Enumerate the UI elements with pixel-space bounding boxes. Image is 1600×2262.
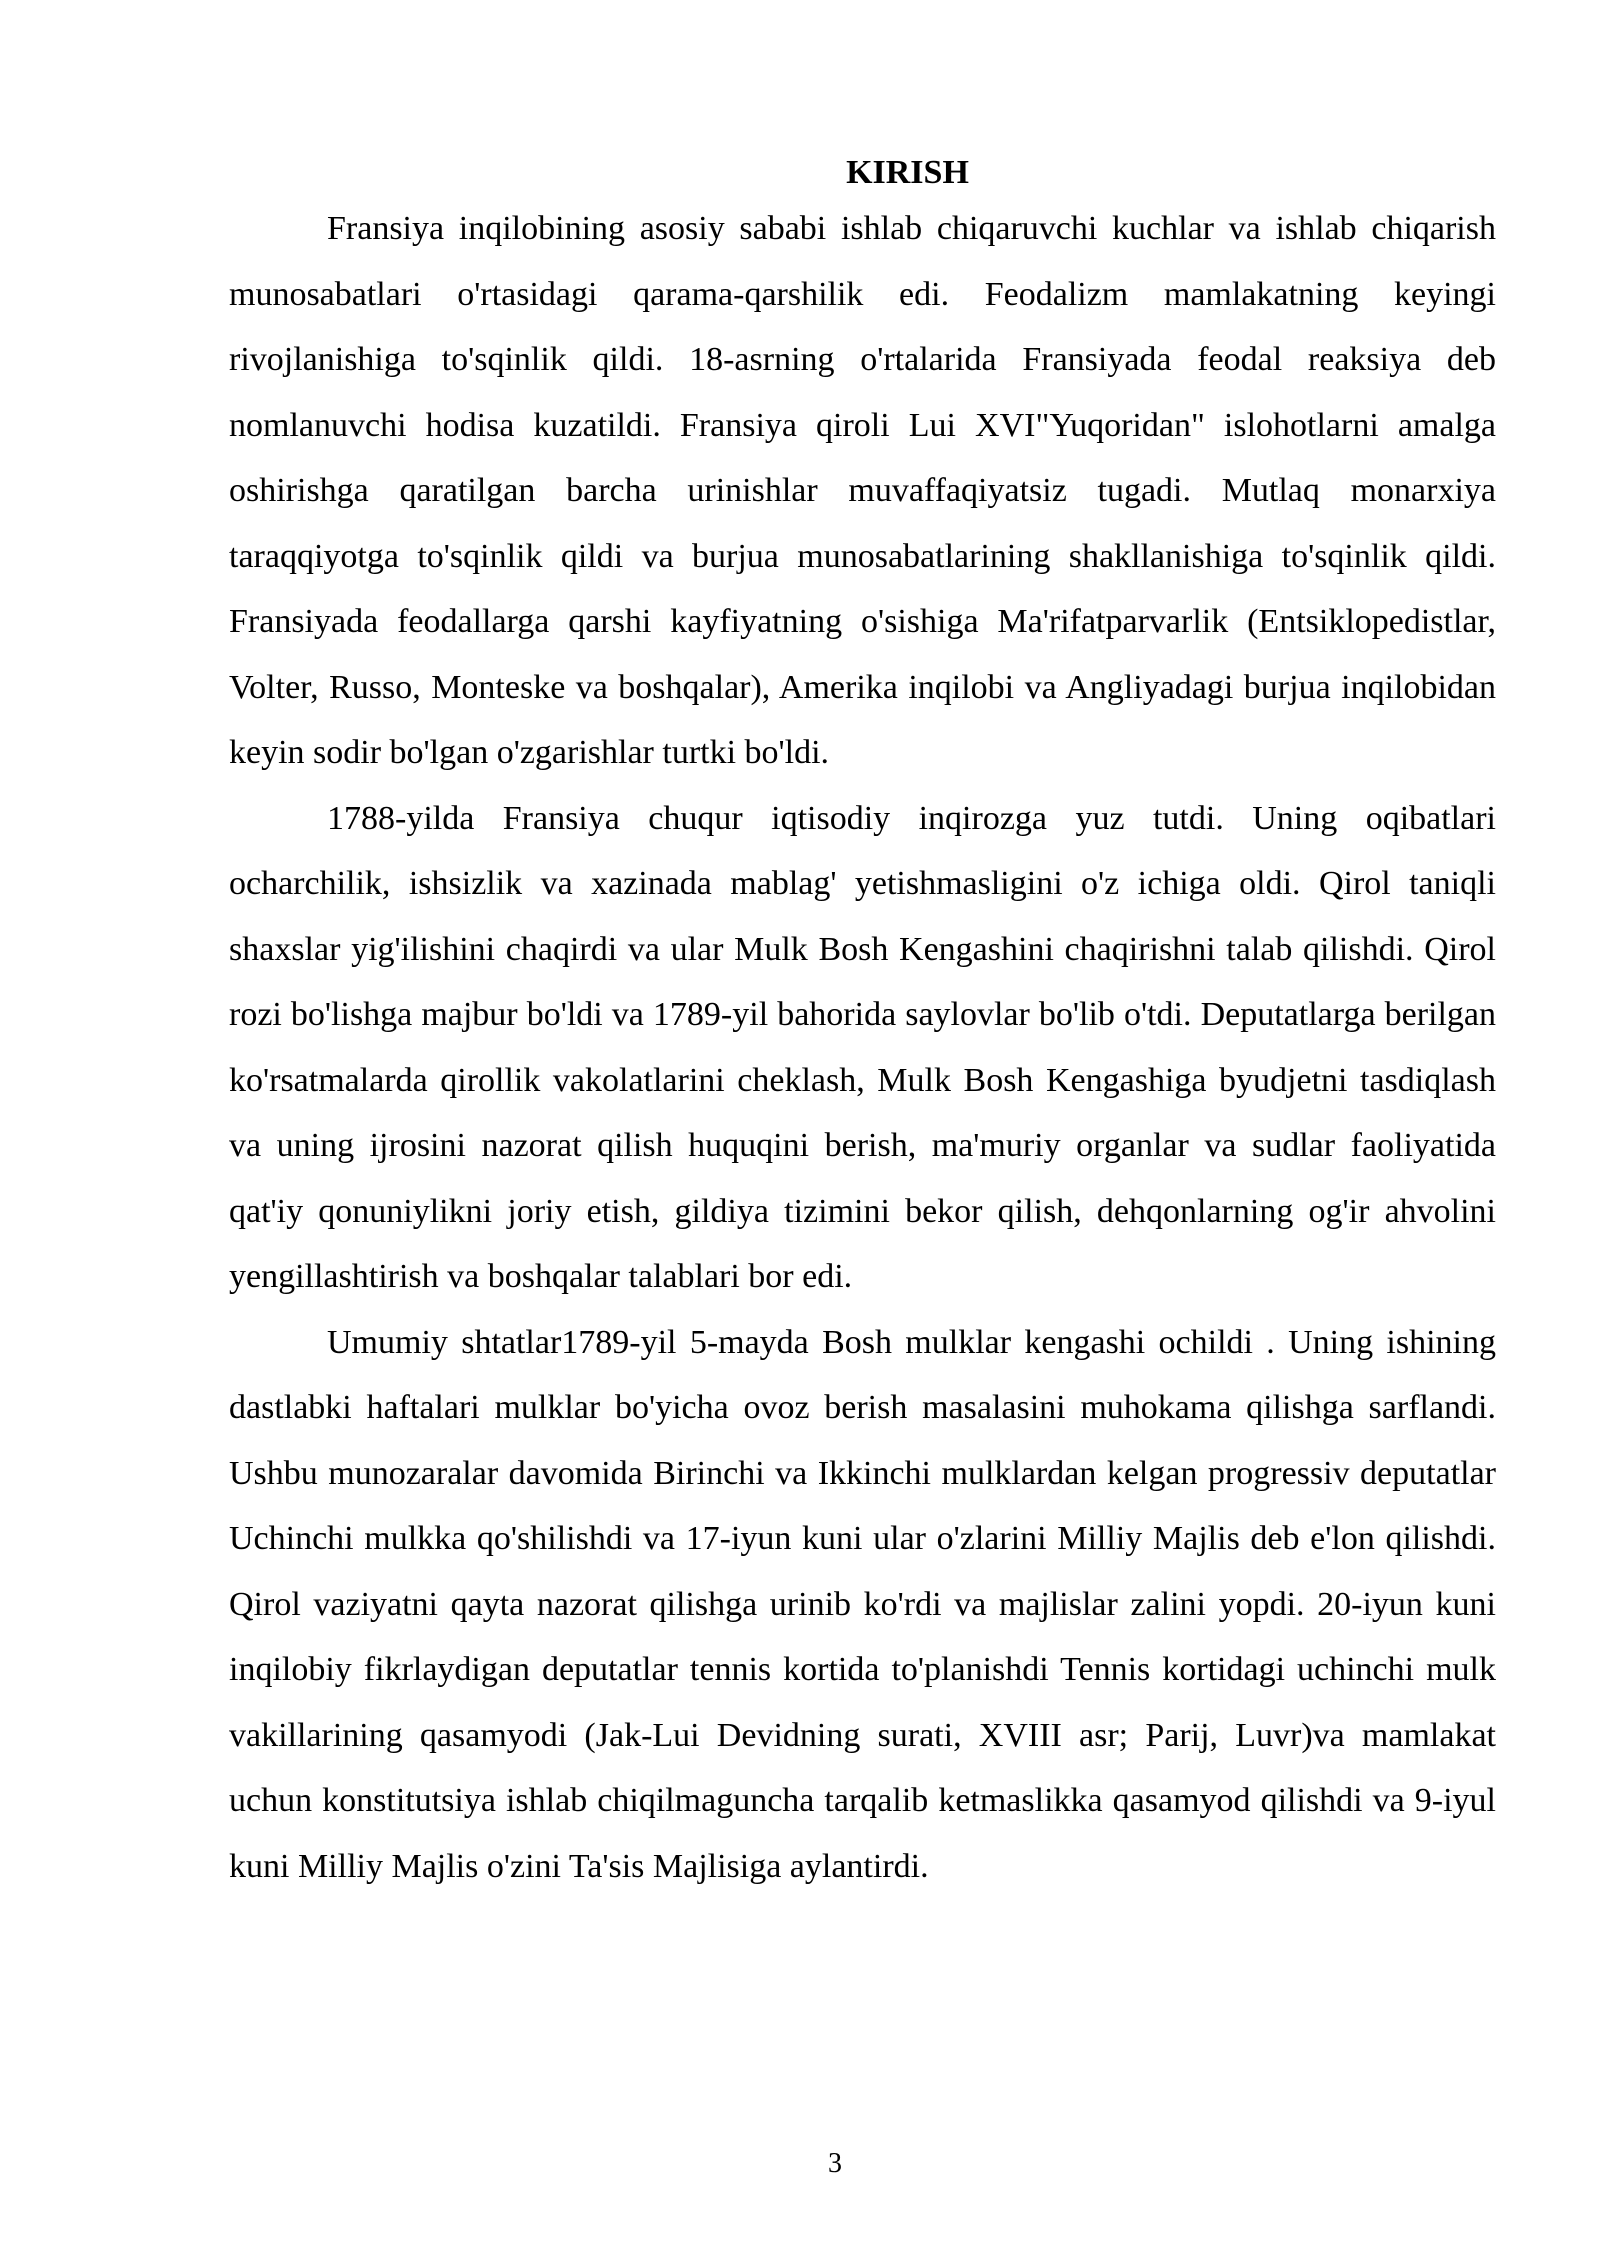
paragraph-3: Umumiy shtatlar1789-yil 5-mayda Bosh mulklar kengashi ochildi . Uning ishining dastlabki haftalari mulklar bo'yicha ovoz berish masalasini muhokama qilishga sarflandi. Ushbu munozaralar davomida Birinchi va Ikkinchi mulklardan kelgan progressiv deputatlar Uchinchi mulkka qo'shilishdi va 17-iyun kuni ular o'zlarini Milliy Majlis deb e'lon qilishdi. Qirol vaziyatni qayta nazorat qilishga urinib ko'rdi va majlislar zalini yopdi. 20-iyun kuni inqilobiy fikrlaydigan deputatlar tennis kortida to'planishdi Tennis kortidagi uchinchi mulk vakillarining qasamyodi (Jak-Lui Devidning surati, XVIII asr; Parij, Luvr)va mamlakat uchun konstitutsiya ishlab chiqilmaguncha tarqalib ketmaslikka qasamyod qilishdi va 9-iyul kuni Milliy Majlis o'zini Ta'sis Majlisiga aylantirdi.: [229, 1323, 1496, 1885]
page-number: 3: [828, 2148, 842, 2179]
paragraph-2: 1788-yilda Fransiya chuqur iqtisodiy inqirozga yuz tutdi. Uning oqibatlari ocharchilik, ishsizlik va xazinada mablag' yetishmasligini o'z ichiga oldi. Qirol taniqli shaxslar yig'ilishini chaqirdi va ular Mulk Bosh Kengashini chaqirishni talab qilishdi. Qirol rozi bo'lishga majbur bo'ldi va 1789-yil bahorida saylovlar bo'lib o'tdi. Deputatlarga berilgan ko'rsatmalarda qirollik vakolatlarini cheklash, Mulk Bosh Kengashiga byudjetni tasdiqlash va uning ijrosini nazorat qilish huquqini berish, ma'muriy organlar va sudlar faoliyatida qat'iy qonuniylikni joriy etish, gildiya tizimini bekor qilish, dehqonlarning og'ir ahvolini yengillashtirish va boshqalar talablari bor edi.: [229, 799, 1496, 1295]
page-title: KIRISH: [846, 154, 969, 191]
paragraph-1: Fransiya inqilobining asosiy sababi ishlab chiqaruvchi kuchlar va ishlab chiqarish munosabatlari o'rtasidagi qarama-qarshilik edi. Feodalizm mamlakatning keyingi rivojlanishiga to'sqinlik qildi. 18-asrning o'rtalarida Fransiyada feodal reaksiya deb nomlanuvchi hodisa kuzatildi. Fransiya qiroli Lui XVI"Yuqoridan" islohotlarni amalga oshirishga qaratilgan barcha urinishlar muvaffaqiyatsiz tugadi. Mutlaq monarxiya taraqqiyotga to'sqinlik qildi va burjua munosabatlarining shakllanishiga to'sqinlik qildi. Fransiyada feodallarga qarshi kayfiyatning o'sishiga Ma'rifatparvarlik (Entsiklopedistlar, Volter, Russo, Monteske va boshqalar), Amerika inqilobi va Angliyadagi burjua inqilobidan keyin sodir bo'lgan o'zgarishlar turtki bo'ldi.: [229, 210, 1496, 771]
document-page: [229, 150, 1496, 1899]
